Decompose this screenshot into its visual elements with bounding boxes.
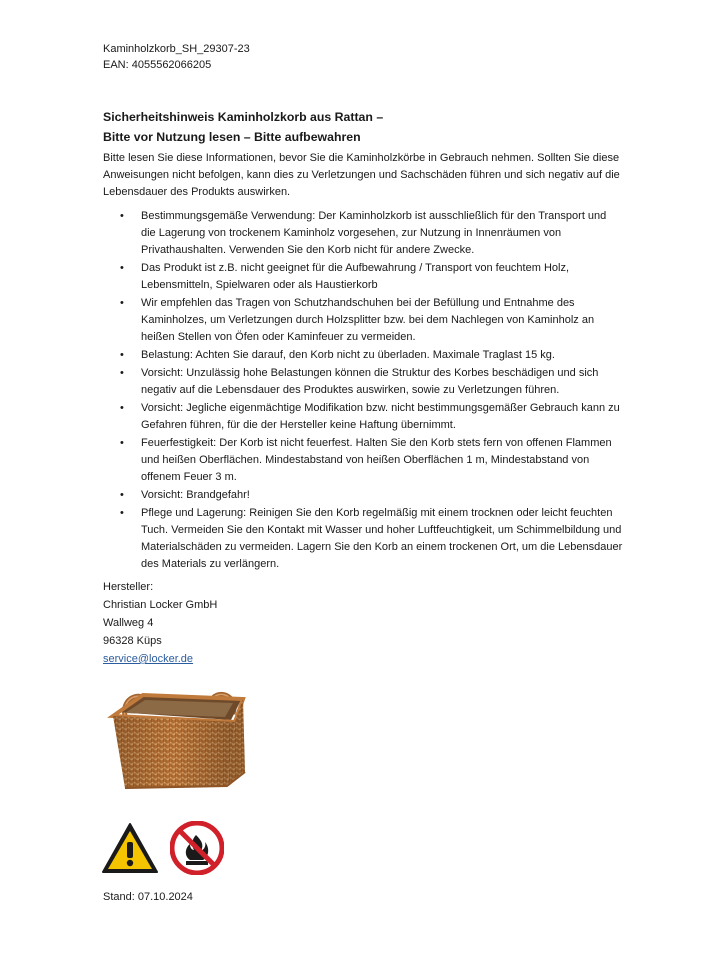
bullet-icon: • bbox=[120, 489, 124, 501]
list-item-text: Belastung: Achten Sie darauf, den Korb nicht zu überladen. Maximale Traglast 15 kg. bbox=[141, 349, 555, 361]
bullet-icon: • bbox=[120, 367, 124, 379]
intro-paragraph: Bitte lesen Sie diese Informationen, bevor Sie die Kaminholzkörbe in Gebrauch nehmen. Sollten Sie diese Anweisungen nicht befolgen, kann dies zu Verletzungen und Sachschäden führen und sich negativ auf die Lebensdauer des Produkts auswirken. bbox=[103, 152, 620, 198]
list-item bbox=[103, 208, 623, 259]
list-item bbox=[103, 295, 623, 346]
list-item-text: Vorsicht: Brandgefahr! bbox=[141, 489, 250, 501]
bullet-icon: • bbox=[120, 262, 124, 274]
no-open-flame-icon bbox=[170, 821, 224, 875]
list-item-text: Feuerfestigkeit: Der Korb ist nicht feuerfest. Halten Sie den Korb stets fern von offenen Flammen und heißen Oberflächen. Mindestabstand von heißen Oberflächen 1 m, Mindestabstand von offenem Feuer 3 m. bbox=[141, 437, 612, 483]
bullet-icon: • bbox=[120, 349, 124, 361]
document-title bbox=[103, 107, 623, 147]
list-item-text: Vorsicht: Unzulässig hohe Belastungen können die Struktur des Korbes beschädigen und sich negativ auf die Lebensdauer des Produktes auswirken, sowie zu Verletzungen führen. bbox=[141, 367, 599, 396]
title-line-1: Sicherheitshinweis Kaminholzkorb aus Rattan – bbox=[103, 110, 384, 124]
manufacturer-label: Hersteller: bbox=[103, 581, 154, 593]
document-id: Kaminholzkorb_SH_29307-23 bbox=[103, 43, 250, 55]
safety-list bbox=[103, 208, 623, 574]
list-item bbox=[103, 260, 623, 294]
revision-date: Stand: 07.10.2024 bbox=[103, 891, 193, 903]
ean-code: EAN: 4055562066205 bbox=[103, 59, 212, 71]
list-item bbox=[103, 365, 623, 399]
manufacturer-name: Christian Locker GmbH bbox=[103, 599, 218, 611]
warning-triangle-icon bbox=[101, 822, 159, 874]
document-header bbox=[103, 41, 250, 73]
list-item bbox=[103, 435, 623, 486]
list-item-text: Wir empfehlen das Tragen von Schutzhandschuhen bei der Befüllung und Entnahme des Kaminholzes, um Verletzungen durch Holzsplitter bzw. bei dem Nachlegen von Kaminholz an heißen Stellen von Öfen oder Kaminfeuer zu vermeiden. bbox=[141, 297, 595, 343]
bullet-icon: • bbox=[120, 507, 124, 519]
list-item bbox=[103, 487, 623, 504]
manufacturer-email-link[interactable]: service@locker.de bbox=[103, 653, 194, 665]
list-item bbox=[103, 505, 623, 573]
list-item bbox=[103, 400, 623, 434]
list-item-text: Pflege und Lagerung: Reinigen Sie den Korb regelmäßig mit einem trocknen oder leicht feuchten Tuch. Vermeiden Sie den Kontakt mit Wasser und hoher Luftfeuchtigkeit, um Schimmelbildung und Materialschäden zu vermeiden. Lagern Sie den Korb an einem trockenen Ort, um die Lebensdauer des Materials zu verlängern. bbox=[141, 507, 623, 570]
list-item-text: Bestimmungsgemäße Verwendung: Der Kaminholzkorb ist ausschließlich für den Transport und die Lagerung von trockenem Kaminholz vorgesehen, zur Nutzung in Innenräumen von Privathaushalten. Verwenden Sie den Korb nicht für andere Zwecke. bbox=[141, 210, 607, 256]
bullet-icon: • bbox=[120, 437, 124, 449]
list-item-text: Das Produkt ist z.B. nicht geeignet für die Aufbewahrung / Transport von feuchtem Holz, Lebensmitteln, Spielwaren oder als Haustierkorb bbox=[141, 262, 570, 291]
rattan-basket-photo bbox=[103, 686, 251, 794]
manufacturer-city: 96328 Küps bbox=[103, 635, 162, 647]
bullet-icon: • bbox=[120, 402, 124, 414]
bullet-icon: • bbox=[120, 210, 124, 222]
list-item-text: Vorsicht: Jegliche eigenmächtige Modifikation bzw. nicht bestimmungsgemäßer Gebrauch kann zu Gefahren führen, für die der Hersteller keine Haftung übernimmt. bbox=[141, 402, 620, 431]
manufacturer-street: Wallweg 4 bbox=[103, 617, 154, 629]
title-line-2: Bitte vor Nutzung lesen – Bitte aufbewahren bbox=[103, 130, 361, 144]
list-item bbox=[103, 347, 623, 364]
manufacturer-block bbox=[103, 578, 217, 668]
bullet-icon: • bbox=[120, 297, 124, 309]
